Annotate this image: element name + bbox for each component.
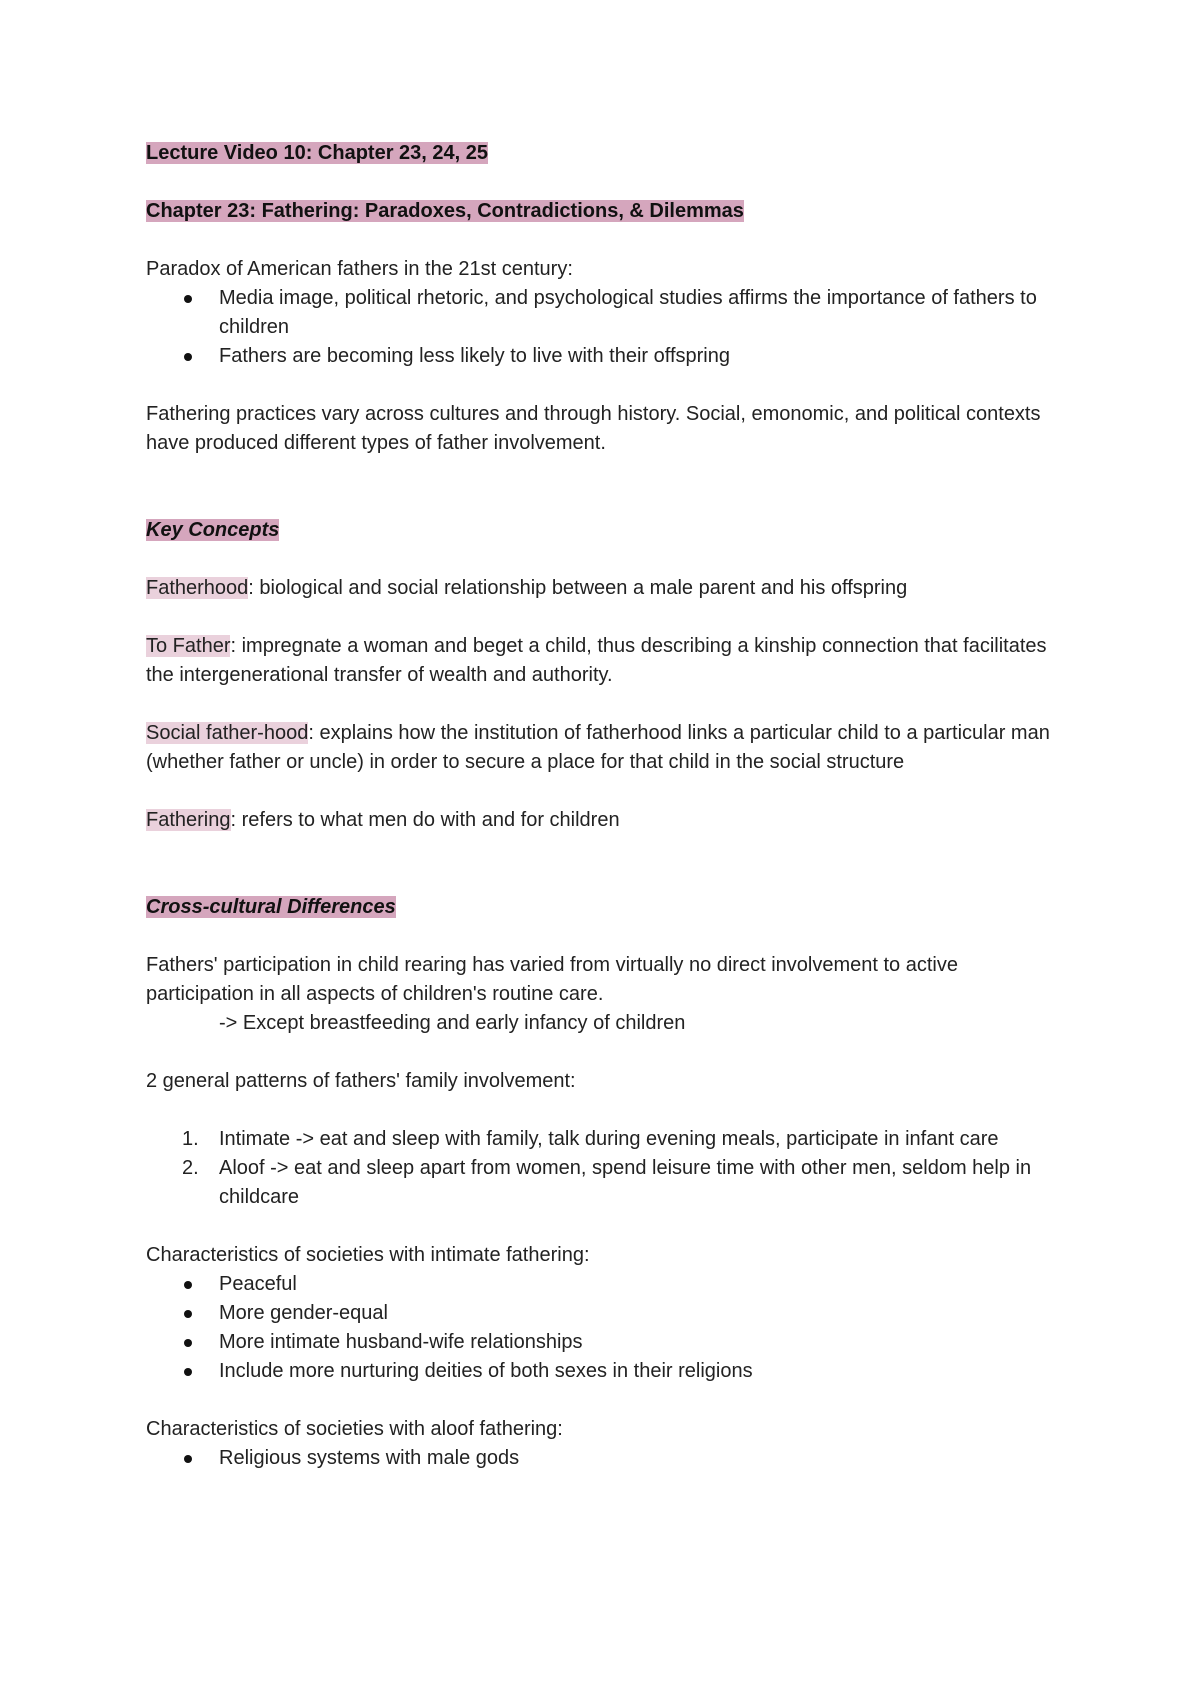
bullet-icon <box>184 1281 192 1289</box>
list-item: 1. Intimate -> eat and sleep with family, talk during evening meals, participate in infant care <box>182 1128 999 1150</box>
cross-cultural-paragraph: Fathers' participation in child rearing has varied from virtually no direct involvement to active participation in all aspects of children's routine care. <box>146 954 958 1005</box>
list-item: Media image, political rhetoric, and psychological studies affirms the importance of fathers to children <box>146 284 1066 342</box>
term-label: Fathering <box>146 809 231 831</box>
intimate-list <box>146 1270 1066 1386</box>
bullet-icon <box>184 1455 192 1463</box>
bullet-icon <box>184 353 192 361</box>
list-item: Peaceful <box>146 1270 1066 1299</box>
list-item: 2. Aloof -> eat and sleep apart from women, spend leisure time with other men, seldom help in childcare <box>182 1157 1032 1208</box>
intimate-intro: Characteristics of societies with intimate fathering: <box>146 1244 590 1266</box>
term-definition: Fatherhood: biological and social relationship between a male parent and his offspring <box>146 577 908 599</box>
term-definition: Fathering: refers to what men do with and for children <box>146 809 620 831</box>
key-concepts-heading: Key Concepts <box>146 519 280 541</box>
term-definition: To Father: impregnate a woman and beget a child, thus describing a kinship connection that facilitates the intergenerational transfer of wealth and authority. <box>146 635 1047 686</box>
term-label: To Father <box>146 635 231 657</box>
cross-cultural-heading: Cross-cultural Differences <box>146 896 396 918</box>
bullet-icon <box>184 295 192 303</box>
patterns-list <box>146 1125 1066 1212</box>
paradox-list <box>146 284 1066 371</box>
list-item: More gender-equal <box>146 1299 1066 1328</box>
cross-cultural-note: -> Except breastfeeding and early infancy of children <box>219 1012 686 1034</box>
aloof-list <box>146 1444 1066 1473</box>
list-item: Religious systems with male gods <box>146 1444 1066 1473</box>
chapter-heading: Chapter 23: Fathering: Paradoxes, Contradictions, & Dilemmas <box>146 200 744 222</box>
aloof-intro: Characteristics of societies with aloof fathering: <box>146 1418 563 1440</box>
list-item: Fathers are becoming less likely to live with their offspring <box>146 342 1066 371</box>
paradox-intro: Paradox of American fathers in the 21st century: <box>146 258 573 280</box>
list-item: More intimate husband-wife relationships <box>146 1328 1066 1357</box>
term-definition: Social father-hood: explains how the institution of fatherhood links a particular child to a particular man (whether father or uncle) in order to secure a place for that child in the social structure <box>146 722 1050 773</box>
list-item: Include more nurturing deities of both sexes in their religions <box>146 1357 1066 1386</box>
bullet-icon <box>184 1368 192 1376</box>
document-title: Lecture Video 10: Chapter 23, 24, 25 <box>146 142 489 164</box>
bullet-icon <box>184 1310 192 1318</box>
practices-paragraph: Fathering practices vary across cultures and through history. Social, emonomic, and political contexts have produced different types of father involvement. <box>146 403 1041 454</box>
term-label: Fatherhood <box>146 577 249 599</box>
document-page <box>146 139 1066 1473</box>
bullet-icon <box>184 1339 192 1347</box>
patterns-intro: 2 general patterns of fathers' family involvement: <box>146 1070 576 1092</box>
term-label: Social father-hood <box>146 722 309 744</box>
